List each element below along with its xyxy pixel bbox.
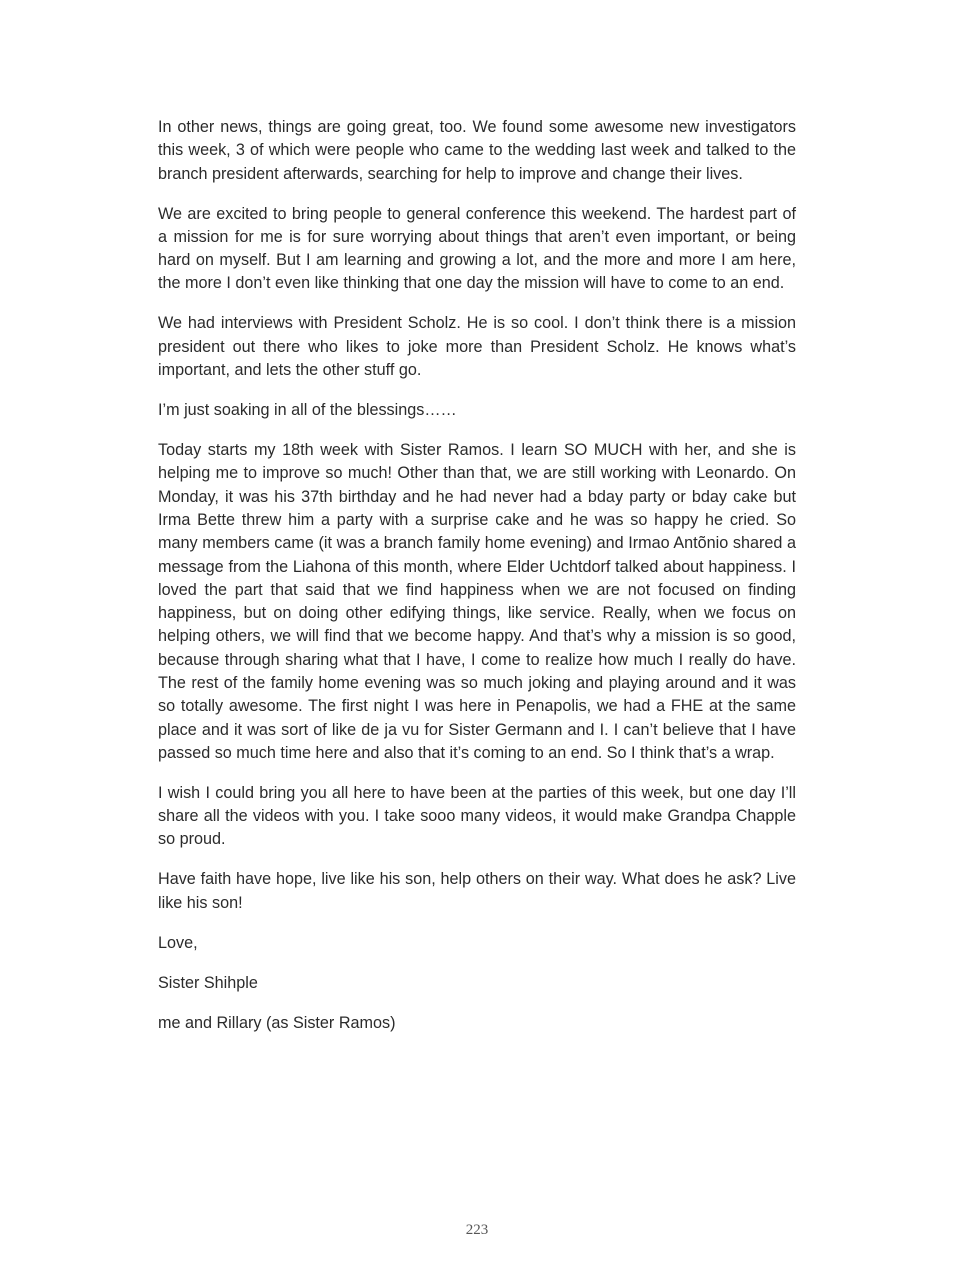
photo-caption: me and Rillary (as Sister Ramos) (158, 1013, 396, 1032)
closing-line: Love, (158, 933, 198, 952)
paragraph-general-conference: We are excited to bring people to general conference this weekend. The hardest part of a mission for me is for sure worrying about things that aren’t even important, or being hard on myself. But I am learning and growing a lot, and the more and more I am here, the more I don’t even like thinking that one day the mission will have to come to an end. (158, 204, 796, 293)
page-number: 223 (465, 1222, 489, 1238)
paragraph-faith-hope: Have faith have hope, live like his son, help others on their way. What does he ask? Live like his son! (158, 870, 796, 912)
paragraph-videos: I wish I could bring you all here to have been at the parties of this week, but one day I’ll share all the videos with you. I take sooo many videos, it would make Grandpa Chapple so proud. (158, 783, 796, 849)
letter-body (158, 116, 796, 1052)
paragraph-sister-ramos: Today starts my 18th week with Sister Ramos. I learn SO MUCH with her, and she is helping me to improve so much! Other than that, we are still working with Leonardo. On Monday, it was his 37th birthday and he had never had a bday party or bday cake but Irma Bette threw him a party with a surprise cake and he was so happy he cried. So many members came (it was a branch family home evening) and Irmao Antõnio shared a message from the Liahona of this month, where Elder Uchtdorf talked about happiness. I loved the part that said that we find happiness when we are not focused on finding happiness, but on doing other edifying things, like service. Really, when we focus on helping others, we will find that we become happy. And that’s why a mission is so good, because through sharing what that I have, I come to realize how much I really do have. The rest of the family home evening was so much joking and playing around and it was so totally awesome. The first night I was here in Penapolis, we had a FHE at the same place and it was sort of like de ja vu for Sister Germann and I. I can’t believe that I have passed so much time here and also that it’s coming to an end. So I think that’s a wrap. (158, 441, 796, 762)
paragraph-other-news: In other news, things are going great, too. We found some awesome new investigators this week, 3 of which were people who came to the wedding last week and talked to the branch president afterwards, searching for help to improve and change their lives. (158, 118, 796, 183)
paragraph-blessings: I’m just soaking in all of the blessings…… (158, 401, 457, 420)
signature: Sister Shihple (158, 973, 258, 992)
paragraph-interviews: We had interviews with President Scholz. He is so cool. I don’t think there is a mission president out there who likes to joke more than President Scholz. He knows what’s important, and lets the other stuff go. (158, 314, 796, 380)
